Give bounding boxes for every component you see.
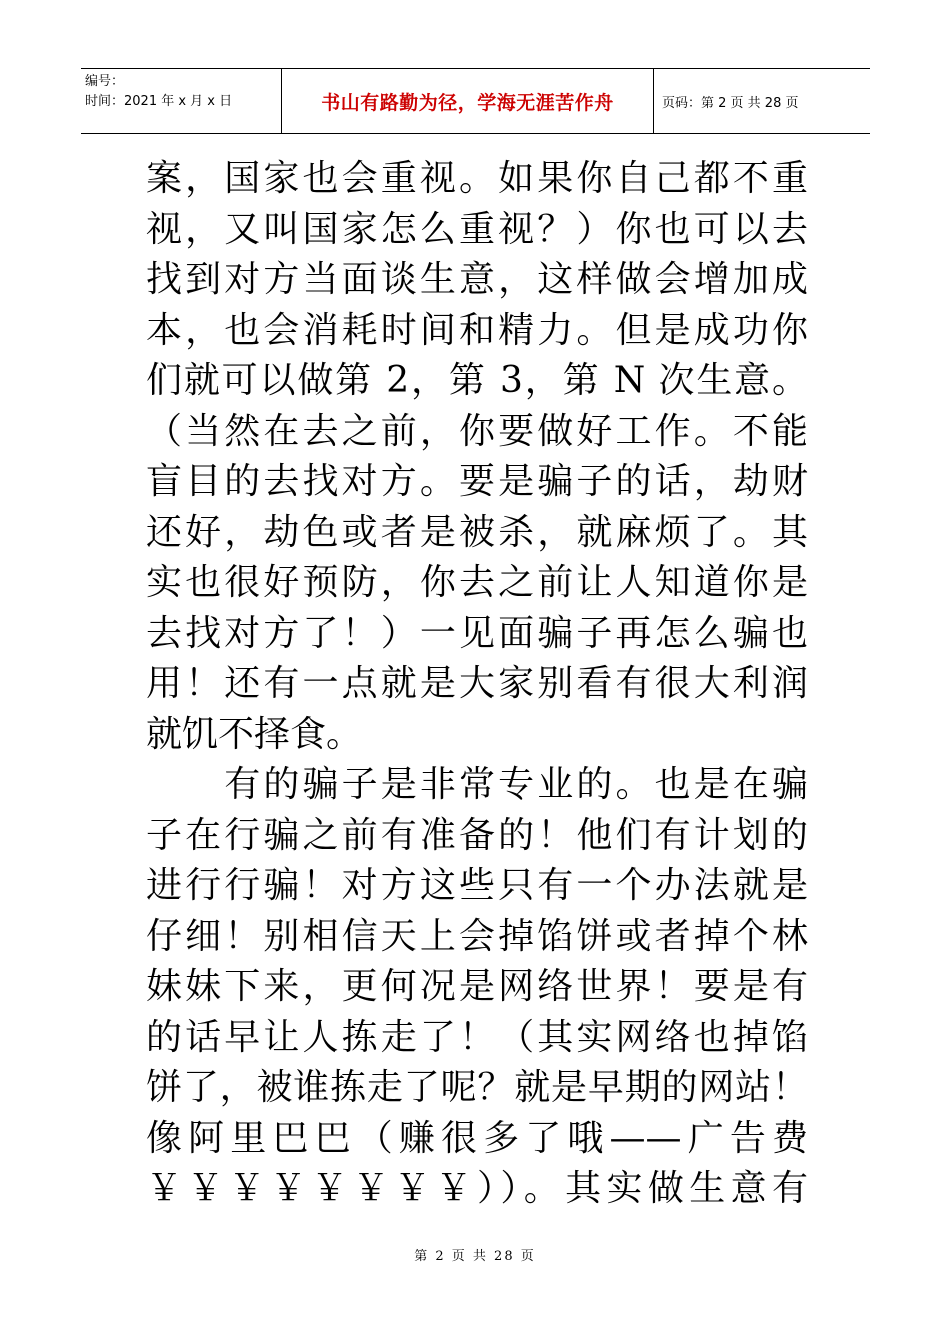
body-line: 本，也会消耗时间和精力。但是成功你: [146, 309, 808, 351]
header-motto: 书山有路勤为径，学海无涯苦作舟: [281, 69, 654, 133]
document-body: [146, 154, 808, 1215]
body-line: 有的骗子是非常专业的。也是在骗: [146, 764, 808, 805]
body-line: 子在行骗之前有准备的！他们有计划的: [146, 814, 808, 856]
body-line: 实也很好预防，你去之前让人知道你是: [146, 562, 808, 603]
document-number-label: 编号：: [85, 74, 125, 89]
body-line: 去找对方了！）一见面骗子再怎么骗也: [146, 612, 808, 654]
body-line: 找到对方当面谈生意，这样做会增加成: [146, 259, 808, 300]
body-line: 进行行骗！对方这些只有一个办法就是: [146, 865, 808, 906]
body-line: 视，又叫国家怎么重视？）你也可以去: [146, 208, 808, 250]
body-line: 妹妹下来，更何况是网络世界！要是有: [146, 966, 808, 1007]
body-line: 的话早让人拣走了！（其实网络也掉馅: [146, 1016, 808, 1058]
body-line: 就饥不择食。: [146, 713, 363, 755]
body-line: 像阿里巴巴（赚很多了哦——广告费: [146, 1117, 808, 1159]
body-line: 还好，劫色或者是被杀，就麻烦了。其: [146, 511, 808, 553]
page-header: [81, 68, 870, 134]
body-line: 饼了，被谁拣走了呢？就是早期的网站！: [146, 1067, 808, 1108]
body-line: ￥￥￥￥￥￥￥￥））。其实做生意有: [146, 1168, 808, 1209]
header-page-info: 页码：第 2 页 共 28 页: [662, 95, 799, 111]
body-line: （当然在去之前，你要做好工作。不能: [146, 410, 808, 452]
body-line: 用！还有一点就是大家别看有很大利润: [146, 663, 808, 704]
body-line: 仔细！别相信天上会掉馅饼或者掉个林: [146, 915, 808, 957]
document-time-label: 时间：2021 年 x 月 x 日: [85, 94, 233, 109]
body-line: 案，国家也会重视。如果你自己都不重: [146, 158, 808, 199]
page-footer: 第 2 页 共 28 页: [414, 1249, 536, 1264]
body-line: 们就可以做第 2，第 3，第 N 次生意。: [146, 360, 808, 401]
header-meta: [81, 69, 281, 133]
body-line: 盲目的去找对方。要是骗子的话，劫财: [146, 461, 808, 502]
